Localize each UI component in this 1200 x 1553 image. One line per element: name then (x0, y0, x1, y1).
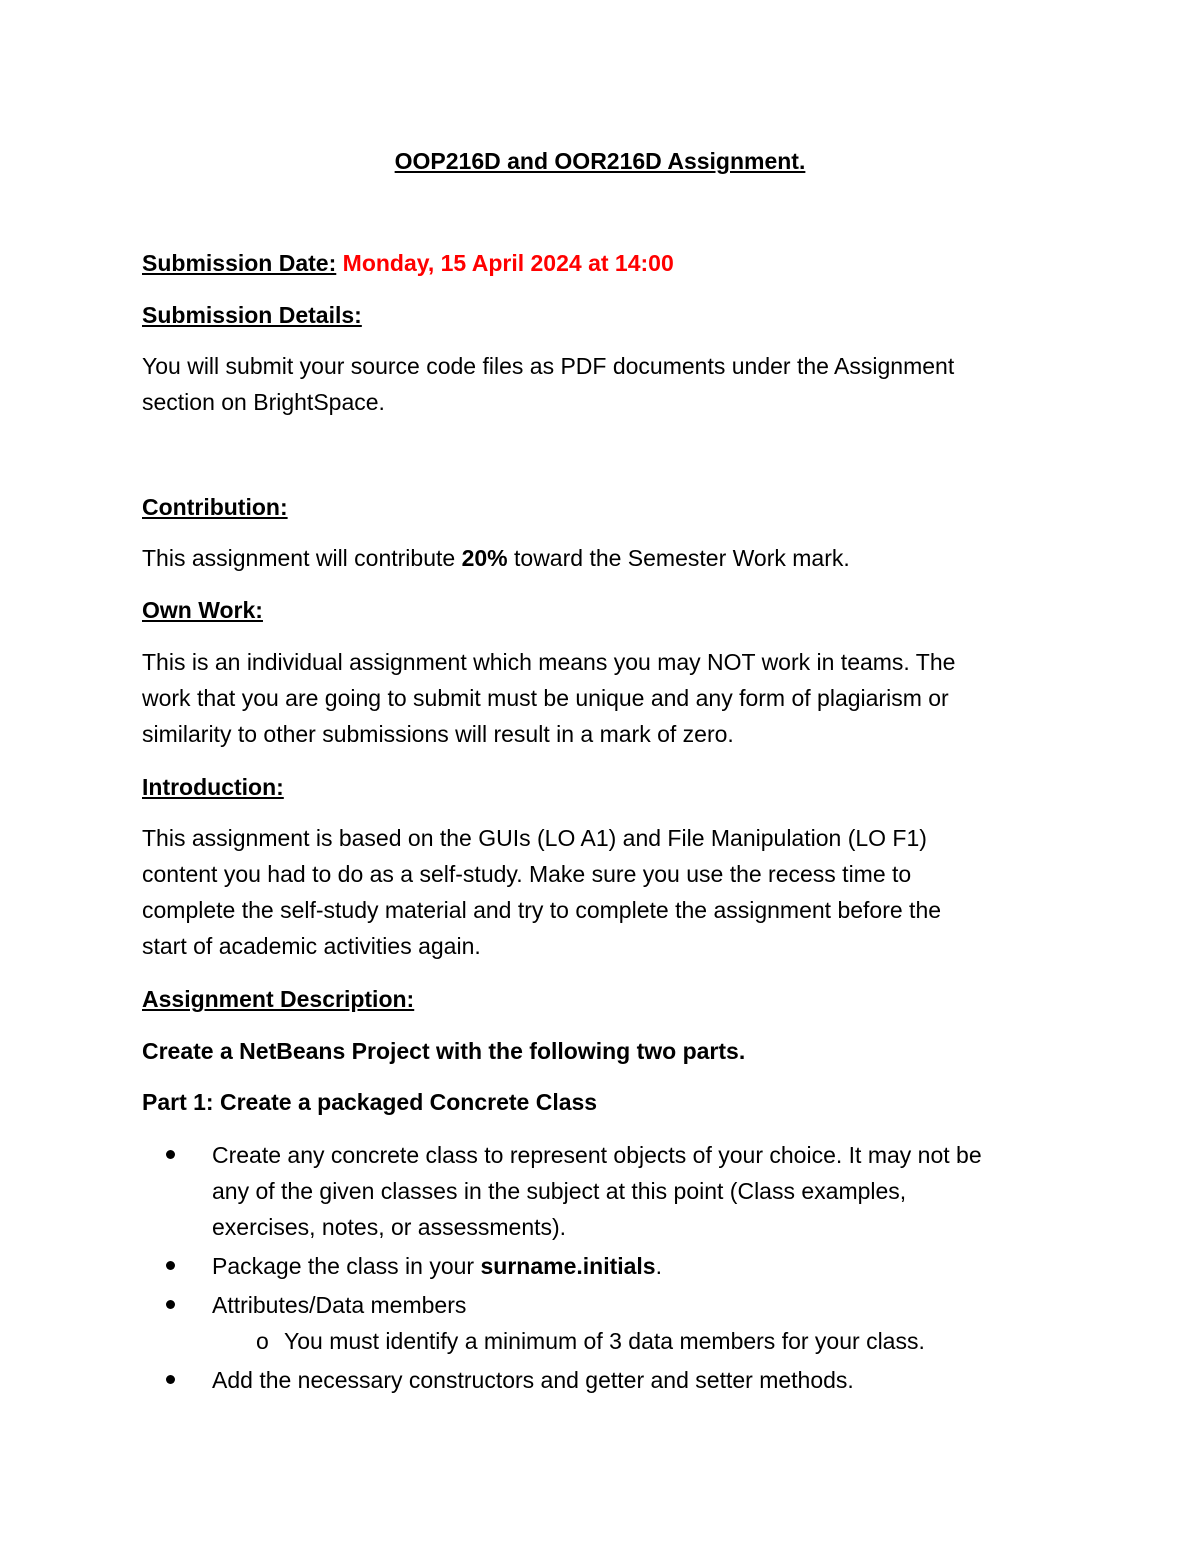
contribution-text (142, 540, 1062, 576)
introduction-line-1: This assignment is based on the GUIs (LO A1) and File Manipulation (LO F1) (142, 825, 927, 851)
bullet-icon (166, 1300, 175, 1309)
introduction-line-2: content you had to do as a self-study. Make sure you use the recess time to (142, 861, 912, 887)
bullet-2-before: Package the class in your (212, 1253, 481, 1279)
list-item (142, 1248, 1082, 1284)
bullet-3-text: Attributes/Data members (212, 1292, 467, 1318)
own-work-text (142, 644, 1062, 752)
assignment-subheading: Create a NetBeans Project with the following two parts. (142, 1038, 746, 1064)
submission-date-value: Monday, 15 April 2024 at 14:00 (342, 250, 674, 276)
submission-details-heading: Submission Details: (142, 302, 362, 328)
bullet-3-sub-text: You must identify a minimum of 3 data members for your class. (284, 1328, 925, 1354)
bullet-3-sub-list (212, 1323, 1082, 1359)
part-1-bullet-list (142, 1137, 1082, 1401)
own-work-line-1: This is an individual assignment which means you may NOT work in teams. The (142, 649, 956, 675)
own-work-line-3: similarity to other submissions will result in a mark of zero. (142, 721, 734, 747)
introduction-line-4: start of academic activities again. (142, 933, 481, 959)
submission-details-line-2: section on BrightSpace. (142, 389, 385, 415)
introduction-text (142, 820, 1062, 964)
submission-details-text (142, 348, 1062, 420)
bullet-2-after: . (655, 1253, 662, 1279)
assignment-description-heading: Assignment Description: (142, 986, 415, 1012)
submission-date-label: Submission Date: (142, 250, 337, 276)
submission-date-line (142, 245, 1062, 281)
bullet-icon (166, 1375, 175, 1384)
document-title: OOP216D and OOR216D Assignment. (394, 148, 806, 174)
list-item (142, 1287, 1082, 1359)
part-1-heading: Part 1: Create a packaged Concrete Class (142, 1089, 598, 1115)
bullet-2-package-name: surname.initials (480, 1253, 656, 1279)
introduction-heading: Introduction: (142, 774, 284, 800)
introduction-line-3: complete the self-study material and try to complete the assignment before the (142, 897, 942, 923)
contribution-text-before: This assignment will contribute (142, 545, 462, 571)
bullet-4-text: Add the necessary constructors and getter and setter methods. (212, 1367, 854, 1393)
submission-details-line-1: You will submit your source code files as PDF documents under the Assignment (142, 353, 955, 379)
bullet-icon (166, 1261, 175, 1270)
bullet-icon (166, 1150, 175, 1159)
document-page (142, 0, 1082, 1553)
bullet-1-line-1: Create any concrete class to represent objects of your choice. It may not be (212, 1142, 982, 1168)
bullet-1-line-2: any of the given classes in the subject at this point (Class examples, (212, 1178, 907, 1204)
contribution-heading: Contribution: (142, 494, 288, 520)
list-item (142, 1362, 1082, 1398)
list-item (212, 1323, 1082, 1359)
sub-bullet-icon: o (256, 1328, 269, 1354)
bullet-1-line-3: exercises, notes, or assessments). (212, 1214, 567, 1240)
own-work-heading: Own Work: (142, 597, 263, 623)
contribution-text-after: toward the Semester Work mark. (507, 545, 850, 571)
contribution-percent: 20% (461, 545, 508, 571)
own-work-line-2: work that you are going to submit must be unique and any form of plagiarism or (142, 685, 949, 711)
list-item (142, 1137, 1082, 1245)
